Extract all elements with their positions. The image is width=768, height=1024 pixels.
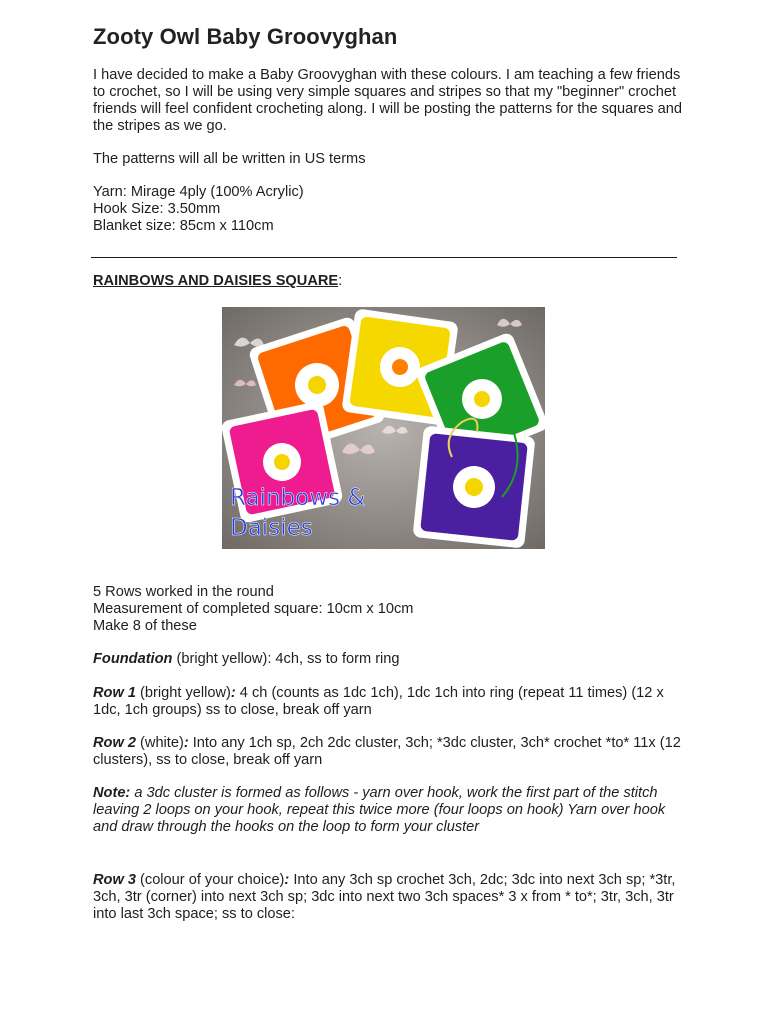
photo-caption-line1: Rainbows &	[230, 485, 366, 511]
row1-instruction	[93, 685, 683, 719]
intro-paragraph: I have decided to make a Baby Groovyghan with these colours. I am teaching a few friends to crochet, so I will be using very simple squares and stripes so that my "beginner" crochet friends will feel confident crocheting along. I will be posting the patterns for the squares and the stripes as we go.	[93, 67, 682, 134]
row1-colon: :	[230, 685, 236, 701]
hook-spec: Hook Size: 3.50mm	[93, 201, 221, 217]
section-title: RAINBOWS AND DAISIES SQUARE	[93, 273, 339, 289]
cluster-note	[93, 785, 683, 836]
row3-text: Into any 3ch sp crochet 3ch, 2dc; 3dc into next 3ch sp; *3tr, 3ch, 3tr (corner) into next 3ch sp; 3dc into next two 3ch spaces* 3 x from * to*; 3tr, 3ch, 3tr into last 3ch space; ss to close:	[93, 872, 676, 922]
specs-block	[93, 184, 683, 235]
row2-colon: :	[183, 735, 189, 751]
row2-label: Row 2	[93, 735, 136, 751]
granny-squares-photo	[222, 307, 545, 549]
quantity-info: Make 8 of these	[93, 618, 197, 634]
foundation-text: (bright yellow): 4ch, ss to form ring	[172, 651, 400, 667]
row1-label: Row 1	[93, 685, 136, 701]
horizontal-divider	[91, 257, 677, 258]
measurement-info: Measurement of completed square: 10cm x 10cm	[93, 601, 414, 617]
section-title-colon: :	[338, 273, 343, 289]
blanket-spec: Blanket size: 85cm x 110cm	[93, 218, 274, 234]
terms-note: The patterns will all be written in US terms	[93, 151, 366, 167]
note-text: a 3dc cluster is formed as follows - yarn over hook, work the first part of the stitch leaving 2 loops on your hook, repeat this twice more (four loops on hook) Yarn over hook and draw through the hooks on the loop to form your cluster	[93, 785, 666, 835]
row3-color: (colour of your choice)	[135, 872, 285, 888]
row2-instruction	[93, 735, 683, 769]
row2-color: (white)	[135, 735, 184, 751]
photo-caption-line2: Daisies	[230, 515, 313, 541]
yarn-spec: Yarn: Mirage 4ply (100% Acrylic)	[93, 184, 304, 200]
row3-instruction	[93, 872, 683, 923]
row1-text: 4 ch (counts as 1dc 1ch), 1dc 1ch into ring (repeat 11 times) (12 x 1dc, 1ch groups) ss to close, break off yarn	[93, 685, 664, 718]
foundation-label: Foundation	[93, 651, 173, 667]
section-heading	[93, 273, 683, 290]
row3-colon: :	[284, 872, 290, 888]
row3-label: Row 3	[93, 872, 136, 888]
row1-color: (bright yellow)	[135, 685, 231, 701]
row2-text: Into any 1ch sp, 2ch 2dc cluster, 3ch; *3dc cluster, 3ch* crochet *to* 11x (12 clusters), ss to close, break off yarn	[93, 735, 681, 768]
note-label: Note:	[93, 785, 131, 801]
rows-info: 5 Rows worked in the round	[93, 584, 274, 600]
square-details	[93, 584, 683, 635]
foundation-instruction	[93, 651, 683, 668]
document-title: Zooty Owl Baby Groovyghan	[93, 24, 398, 49]
